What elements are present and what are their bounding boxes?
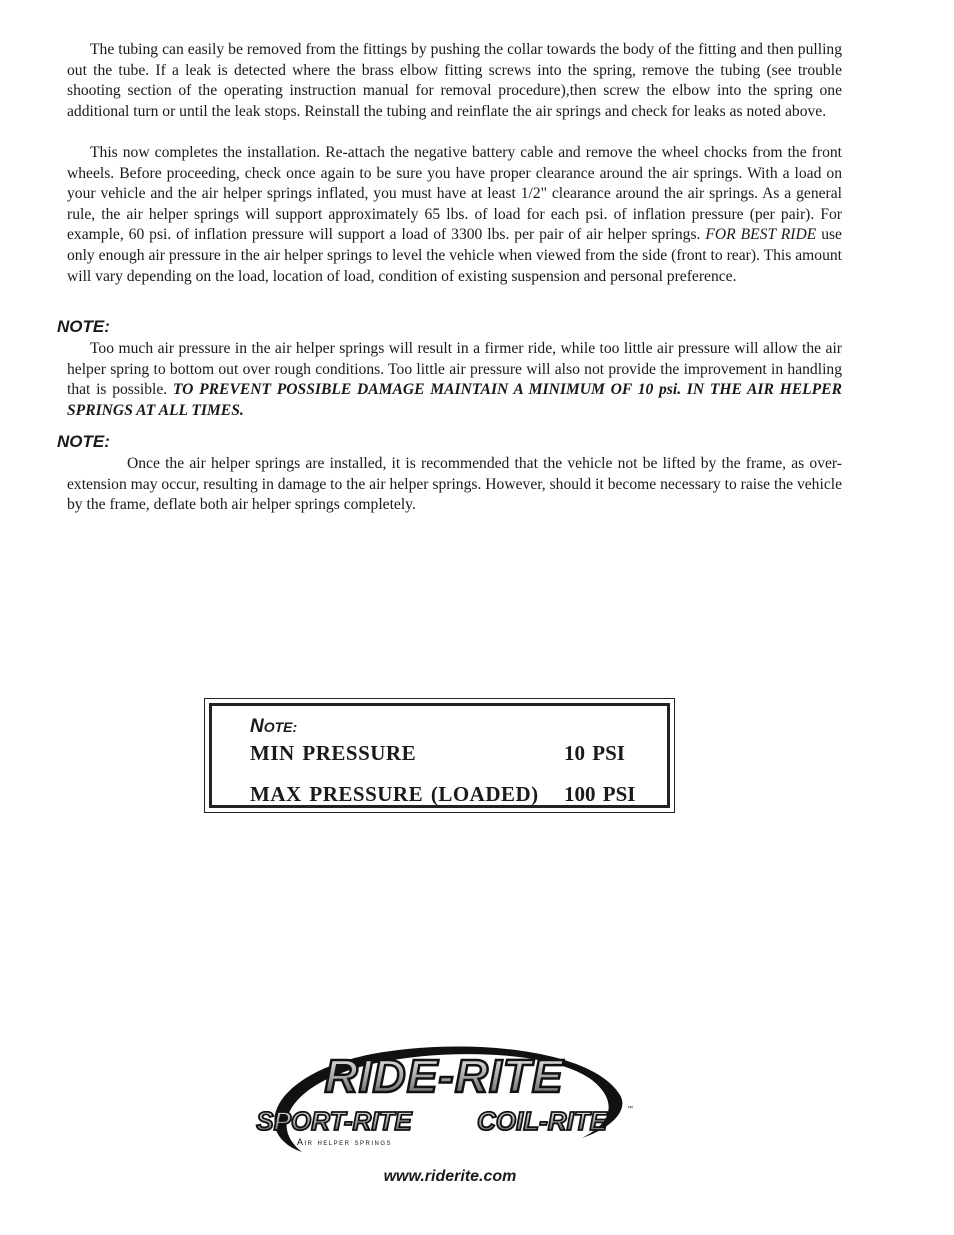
note-paragraph-pressure (67, 339, 842, 421)
paragraph-installation-complete (67, 143, 842, 287)
installation-text-b: use only enough air pressure in the air helper springs to level the vehicle when viewed from the side (front to rear). This amount will vary depending on the load, location of load, condition of existing suspension and personal preference. (67, 226, 842, 285)
installation-text-a: This now completes the installation. Re-attach the negative battery cable and remove the wheel chocks from the front wheels. Before proceeding, check once again to be sure you have proper clearance around the air springs. With a load on your vehicle and the air helper springs inflated, you must have at least 1/2" clearance around the air springs. As a general rule, the air helper springs will support approximately 65 lbs. of load for each psi. of inflation pressure (per pair). For example, 60 psi. of inflation pressure will support a load of 3300 lbs. per pair of air helper springs. (67, 144, 842, 244)
pressure-note-box-inner (209, 703, 670, 808)
pressure-note-heading: NOTE: (250, 716, 298, 737)
logo-brand-main: RIDE-RITE (324, 1050, 564, 1102)
note-paragraph-lifting (67, 454, 842, 516)
max-pressure-label: MAX PRESSURE (LOADED) (250, 782, 539, 806)
logo-trademark: ™ (627, 1106, 633, 1112)
pressure-note-heading-text: OTE: (263, 719, 298, 735)
min-pressure-value: 10 PSI (564, 741, 625, 765)
best-ride-emphasis: FOR BEST RIDE (705, 226, 817, 244)
paragraph-tubing-removal (67, 40, 842, 122)
paragraph-tubing-text: The tubing can easily be removed from the fittings by pushing the collar towards the body of the fitting and then pulling out the tube. If a leak is detected where the brass elbow fitting screws into the spring, remove the tubing (see trouble shooting section of the operating instruction manual for removal procedure),then screw the elbow into the spring one additional turn or until the leak stops. Reinstall the tubing and reinflate the air springs and check for leaks as noted above. (67, 41, 842, 120)
max-pressure-value: 100 PSI (564, 782, 636, 806)
note-heading-1: NOTE: (57, 317, 110, 336)
note1-text: Too much air pressure in the air helper springs will result in a firmer ride, while too little air pressure will allow the air helper spring to bottom out over rough conditions. Too little air pressure will also not provide the improvement in handling that is possible. (67, 340, 842, 399)
note2-text: Once the air helper springs are installed, it is recommended that the vehicle not be lifted by the frame, as over-extension may occur, resulting in damage to the air helper springs. However, should it become necessary to raise the vehicle by the frame, deflate both air helper springs completely. (67, 455, 842, 514)
note-heading-2: NOTE: (57, 432, 110, 451)
ride-rite-logo (256, 1040, 633, 1160)
logo-tagline: Air helper springs (297, 1137, 393, 1147)
logo-brand-sport: SPORT-RITE (256, 1106, 412, 1136)
min-pressure-label: MIN PRESSURE (250, 741, 417, 765)
note1-warning: TO PREVENT POSSIBLE DAMAGE MAINTAIN A MINIMUM OF 10 psi. IN THE AIR HELPER SPRINGS AT ALL TIMES. (67, 381, 842, 419)
website-url: www.riderite.com (383, 1168, 517, 1185)
logo-brand-coil: COIL-RITE (477, 1106, 607, 1136)
pressure-note-box (204, 698, 675, 813)
